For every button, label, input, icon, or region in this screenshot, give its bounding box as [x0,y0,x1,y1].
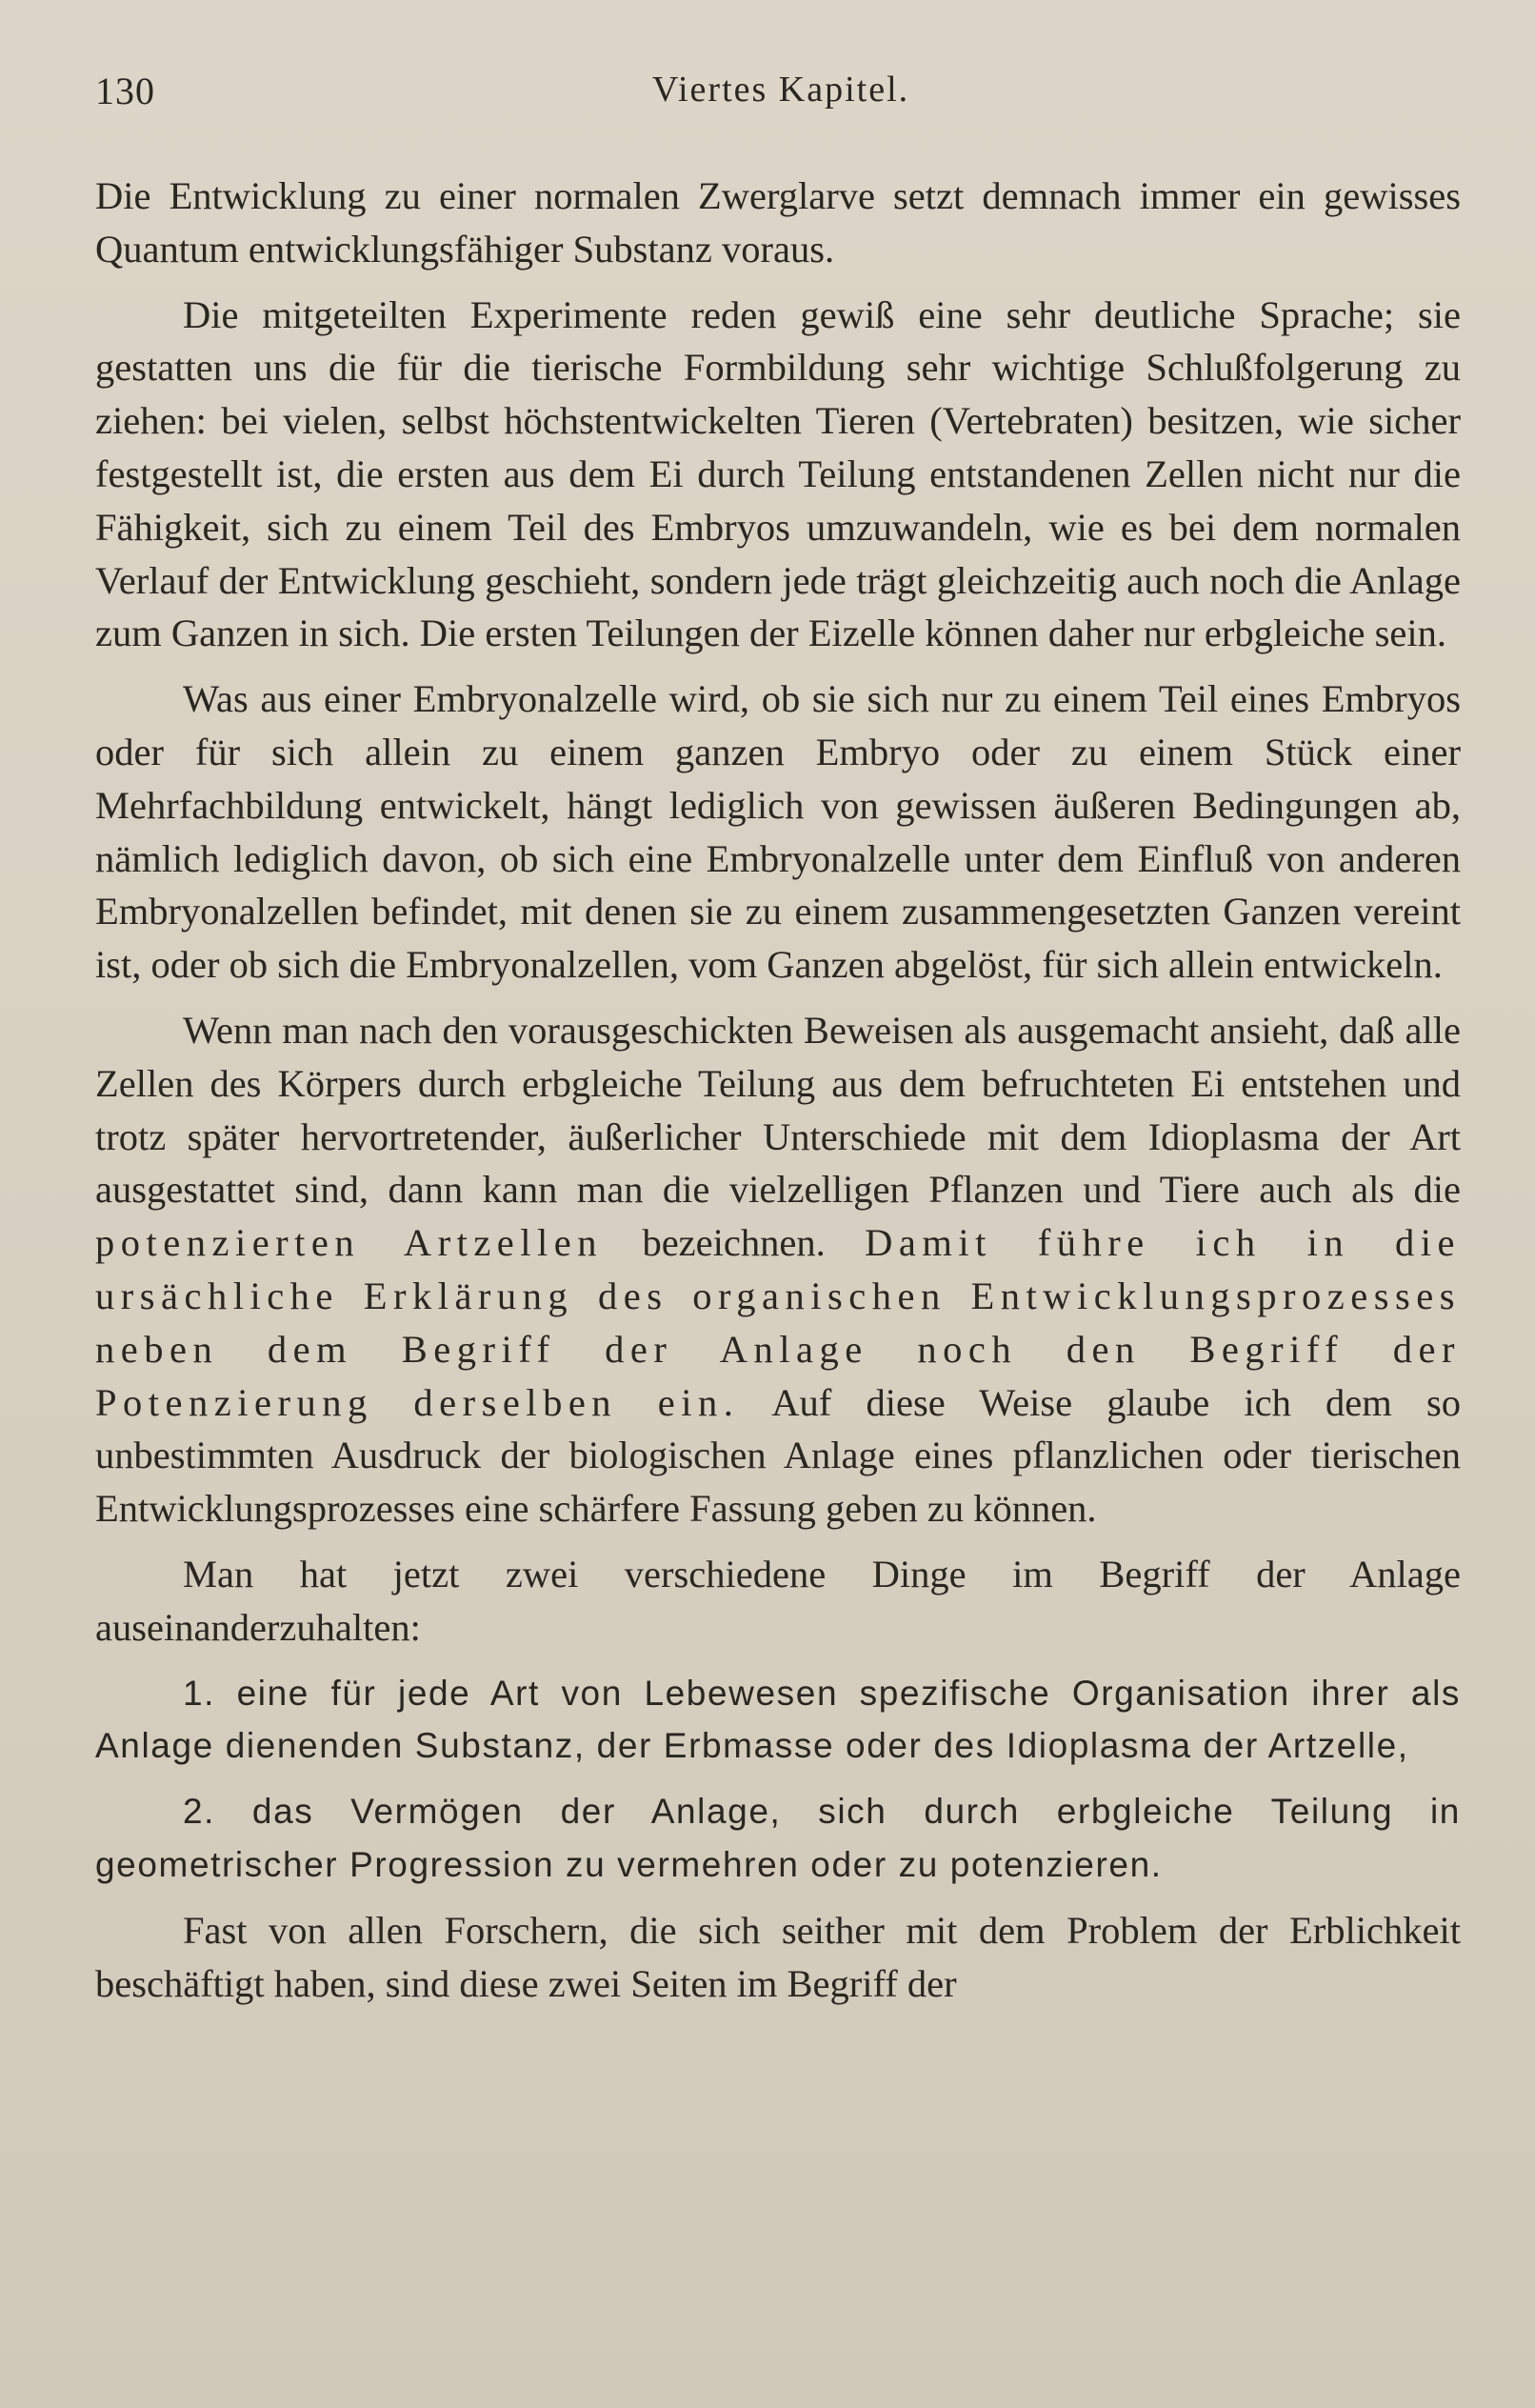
page-number: 130 [95,70,155,112]
paragraph-5: Man hat jetzt zwei verschiedene Dinge im Begriff der Anlage auseinanderzuhalten: [95,1552,1461,1649]
running-head: Viertes Kapitel. [651,70,910,110]
paragraph-4-part-b: bezeichnen. [603,1221,866,1265]
paragraph-4 [95,1004,1461,1535]
paragraph-4-spaced-term: potenzierten Artzellen [95,1221,604,1265]
page-header [95,69,1466,126]
paragraph-4-spaced-sentence: Damit führe ich in die ursächliche Erklärung des organischen Entwicklungsprozesses neben dem Begriff der Anlage noch den Begriff der Potenzierung derselben ein. [95,1221,1461,1424]
paragraph-1: Die Entwicklung zu einer normalen Zwerglarve setzt demnach immer ein gewisses Quantum entwicklungsfähiger Substanz voraus. [95,174,1461,271]
list-item-2: 2. das Vermögen der Anlage, sich durch erbgleiche Teilung in geometrischer Progression zu vermehren oder zu potenzieren. [95,1792,1461,1884]
body-text [95,170,1461,2010]
paragraph-4-part-c: Auf diese Weise glaube ich dem so unbestimmten Ausdruck der biologischen Anlage eines pflanzlichen oder tierischen Entwicklungsprozesses eine schärfere Fassung geben zu können. [95,1380,1461,1531]
paragraph-3: Was aus einer Embryonalzelle wird, ob sie sich nur zu einem Teil eines Embryos oder für sich allein zu einem ganzen Embryo oder zu einem Stück einer Mehrfachbildung entwickelt, hängt lediglich von gewissen äußeren Bedingungen ab, nämlich lediglich davon, ob sich eine Embryonalzelle unter dem Einfluß von anderen Embryonalzellen befindet, mit denen sie zu einem zusammengesetzten Ganzen vereint ist, oder ob sich die Embryonalzellen, vom Ganzen abgelöst, für sich allein entwickeln. [95,677,1461,987]
paragraph-2: Die mitgeteilten Experimente reden gewiß eine sehr deutliche Sprache; sie gestatten uns die für die tierische Formbildung sehr wichtige Schlußfolgerung zu ziehen: bei vielen, selbst höchstentwickelten Tieren (Vertebraten) besitzen, wie sicher festgestellt ist, die ersten aus dem Ei durch Teilung entstandenen Zellen nicht nur die Fähigkeit, sich zu einem Teil des Embryos umzuwandeln, wie es bei dem normalen Verlauf der Entwicklung geschieht, sondern jede trägt gleichzeitig auch noch die Anlage zum Ganzen in sich. Die ersten Teilungen der Eizelle können daher nur erbgleiche sein. [95,292,1461,655]
paragraph-4-part-a: Wenn man nach den vorausgeschickten Beweisen als ausgemacht ansieht, daß alle Zellen des Körpers durch erbgleiche Teilung aus dem befruchteten Ei entstehen und trotz später hervortretender, äußerlicher Unterschiede mit dem Idioplasma der Art ausgestattet sind, dann kann man die vielzelligen Pflanzen und Tiere auch als die [95,1008,1461,1212]
list-item-1: 1. eine für jede Art von Lebewesen spezifische Organisation ihrer als Anlage dienenden Substanz, der Erbmasse oder des Idioplasma der Artzelle, [95,1673,1461,1766]
closing-paragraph: Fast von allen Forschern, die sich seither mit dem Problem der Erblichkeit beschäftigt haben, sind diese zwei Seiten im Begriff der [95,1908,1461,2005]
